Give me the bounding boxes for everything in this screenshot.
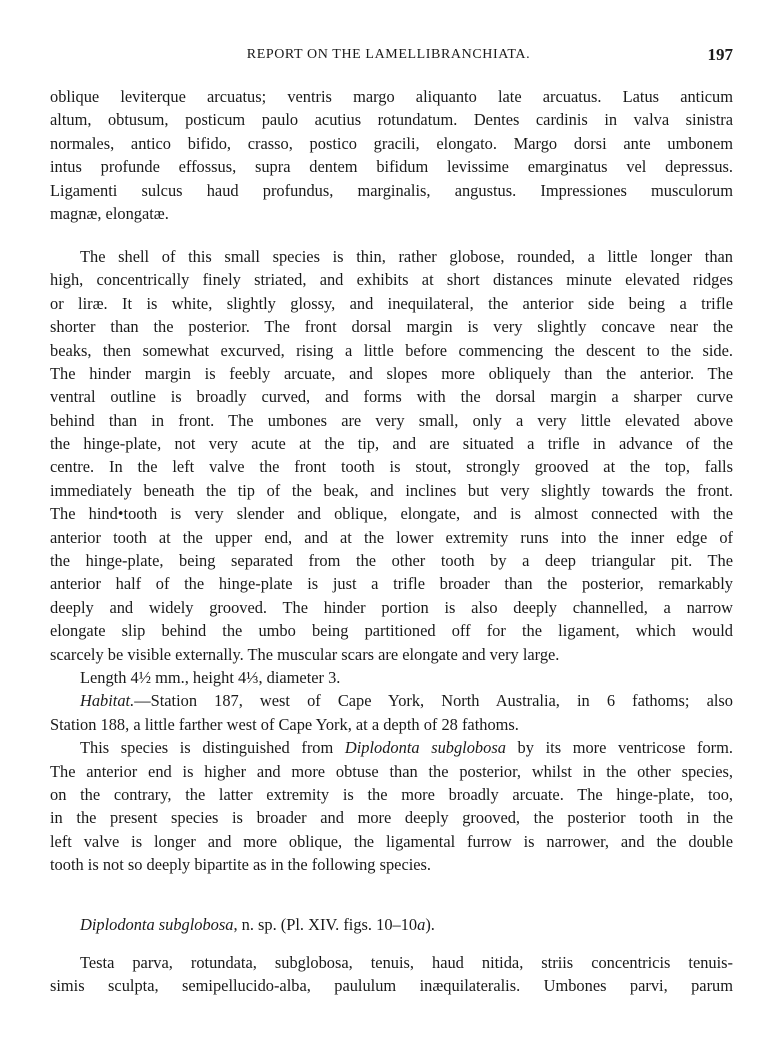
italic-text: a bbox=[417, 915, 426, 935]
text-line: magnæ, elongatæ. bbox=[50, 203, 169, 223]
text-line: in the present species is broader and more deeply grooved, the posterior tooth in the bbox=[50, 808, 733, 828]
page-body bbox=[50, 85, 733, 998]
text-segment: This species is distinguished from bbox=[80, 738, 345, 758]
text-line: immediately beneath the tip of the beak, and inclines but very slightly towards the front. bbox=[50, 480, 733, 500]
text-line: or liræ. It is white, slightly glossy, and inequilateral, the anterior side being a trifle bbox=[50, 293, 733, 313]
text-line: shorter than the posterior. The front dorsal margin is very slightly concave near the bbox=[50, 317, 733, 337]
text-line: oblique leviterque arcuatus; ventris margo aliquanto late arcuatus. Latus anticum bbox=[50, 87, 733, 106]
text-line: The anterior end is higher and more obtuse than the posterior, whilst in the other species, bbox=[50, 761, 733, 781]
text-line: the hinge-plate, being separated from the other tooth by a deep triangular pit. The bbox=[50, 551, 733, 571]
text-line: altum, obtusum, posticum paulo acutius rotundatum. Dentes cardinis in valva sinistra bbox=[50, 110, 733, 130]
text-line: The hinder margin is feebly arcuate, and slopes more obliquely than the anterior. The bbox=[50, 363, 733, 383]
text-line: normales, antico bifido, crasso, postico gracili, elongato. Margo dorsi ante umbonem bbox=[50, 133, 733, 153]
text-segment: by its more ventricose form. bbox=[505, 738, 733, 758]
text-segment: , n. sp. (Pl. XIV. figs. 10–10 bbox=[233, 915, 418, 935]
italic-text: Diplodonta subglobosa bbox=[344, 738, 506, 758]
text-line: Length 4½ mm., height 4⅓, diameter 3. bbox=[80, 667, 341, 687]
text-line: ventral outline is broadly curved, and forms with the dorsal margin a sharper curve bbox=[50, 387, 733, 407]
text-line bbox=[50, 913, 733, 936]
paragraph-latin-description bbox=[50, 85, 733, 225]
text-line: beaks, then somewhat excurved, rising a little before commencing the descent to the side. bbox=[50, 340, 733, 360]
paragraph-remarks bbox=[50, 736, 733, 876]
running-title: REPORT ON THE LAMELLIBRANCHIATA. bbox=[246, 47, 531, 62]
running-head bbox=[50, 44, 733, 66]
paragraph-description bbox=[50, 245, 733, 666]
italic-text: Habitat. bbox=[80, 691, 135, 711]
text-line: anterior half of the hinge-plate is just a trifle broader than the posterior, remarkably bbox=[50, 574, 733, 594]
text-line: on the contrary, the latter extremity is the more broadly arcuate. The hinge-plate, too, bbox=[50, 784, 733, 804]
text-segment: ). bbox=[425, 915, 435, 935]
text-line: Station 188, a little farther west of Cape York, at a depth of 28 fathoms. bbox=[50, 714, 519, 734]
text-segment: —Station 187, west of Cape York, North Australia, in 6 fathoms; also bbox=[134, 691, 733, 711]
paragraph-latin-description bbox=[50, 951, 733, 998]
paragraph-dimensions bbox=[50, 666, 733, 689]
page-number: 197 bbox=[707, 45, 733, 64]
paragraph-habitat bbox=[50, 689, 733, 736]
text-line: intus profunde effossus, supra dentem bifidum levissime emarginatus vel depressus. bbox=[50, 157, 733, 177]
text-line: scarcely be visible externally. The muscular scars are elongate and very large. bbox=[50, 644, 560, 664]
text-line: high, concentrically finely striated, and exhibits at short distances minute elevated ridges bbox=[50, 270, 733, 290]
italic-text: Diplodonta subglobosa bbox=[80, 915, 234, 935]
text-line: behind than in front. The umbones are very small, only a very little elevated above bbox=[50, 410, 733, 430]
text-line: The shell of this small species is thin, rather globose, rounded, a little longer than bbox=[80, 246, 733, 266]
text-line: tooth is not so deeply bipartite as in the following species. bbox=[50, 855, 432, 875]
paragraph-species-heading bbox=[50, 913, 733, 936]
text-line: elongate slip behind the umbo being partitioned off for the ligament, which would bbox=[50, 621, 733, 641]
text-line: simis sculpta, semipellucido-alba, paululum inæquilateralis. Umbones parvi, parum bbox=[50, 976, 733, 996]
text-line: the hinge-plate, not very acute at the tip, and are situated a trifle in advance of the bbox=[50, 434, 733, 454]
text-line: Testa parva, rotundata, subglobosa, tenuis, haud nitida, striis concentricis tenuis- bbox=[80, 953, 733, 973]
text-line: centre. In the left valve the front tooth is stout, strongly grooved at the top, falls bbox=[50, 457, 733, 477]
text-line: anterior tooth at the upper end, and at the lower extremity runs into the inner edge of bbox=[50, 527, 733, 547]
text-line: The hind•tooth is very slender and oblique, elongate, and is almost connected with the bbox=[50, 504, 733, 524]
text-line: Ligamenti sulcus haud profundus, marginalis, angustus. Impressiones musculorum bbox=[50, 180, 733, 200]
text-line: left valve is longer and more oblique, the ligamental furrow is narrower, and the double bbox=[50, 831, 733, 851]
text-line: deeply and widely grooved. The hinder portion is also deeply channelled, a narrow bbox=[50, 597, 733, 617]
text-line bbox=[50, 736, 733, 759]
text-line bbox=[50, 689, 733, 712]
